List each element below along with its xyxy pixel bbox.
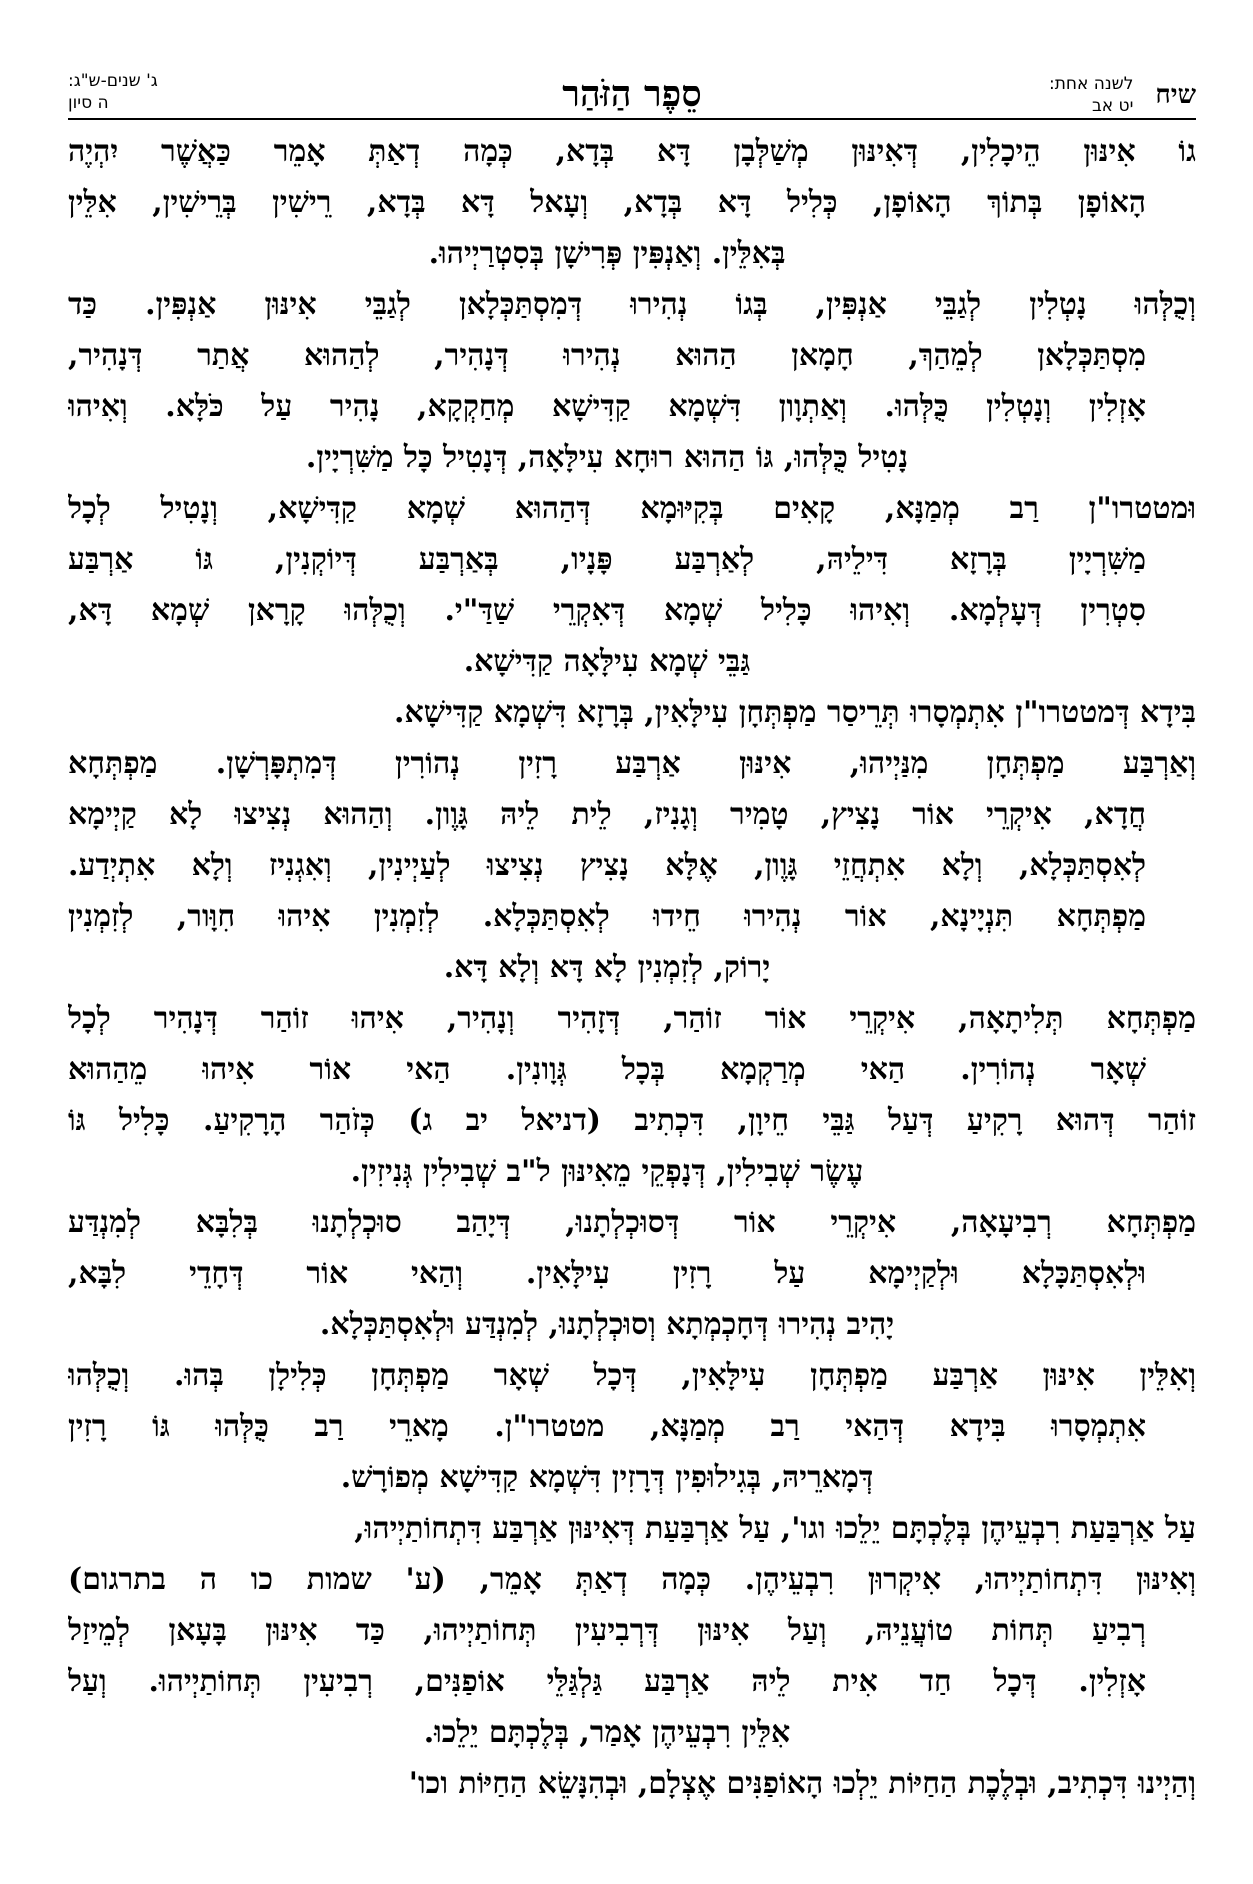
- text-line: מַפְתְּחָא תְּלִיתָאָה, אִיקְרֵי אוֹר זוֹהַר, דְּזָהִיר וְנָהִיר, אִיהוּ זוֹהַר דְּנָהִיר לְכָל: [68, 1001, 1196, 1036]
- text-line: אָזְלִין. דְּכָל חַד אִית לֵיהּ אַרְבַּע גַּלְגַּלֵּי אוֹפַנִּים, רְבִיעִין תְּחוֹתַיְיהוּ. וְעַל: [68, 1664, 1146, 1699]
- text-line: גוֹ אִינּוּן הֵיכָלִין, דְּאִינּוּן מְשַׁלְּבָן דָּא בְּדָא, כְּמָה דְאַתְּ אָמֵר כַּאֲשֶׁר יִהְיֶה: [68, 134, 1196, 169]
- reading-cycle: [68, 70, 158, 114]
- cycle-line-2: ה סיון: [68, 93, 109, 113]
- page-header: [68, 70, 1196, 120]
- paragraph: [68, 1350, 1196, 1503]
- text-line: דְּמָארֵיהּ, בְּגִילוּפִין דְּרָזִין דִּשְׁמָא קַדִּישָׁא מְפוֹרָשׁ.: [340, 1460, 874, 1495]
- text-line: מַשִּׁרְיָין בְּרָזָא דִּילֵיהּ, לְאַרְבַּע פָּנָיו, בְּאַרְבַּע דְּיוֹקְנִין, גּוֹ אַרְבַּע: [68, 542, 1146, 577]
- text-line: מַפְתְּחָא תִּנְיָינָא, אוֹר נְהִירוּ חֵידוּ לְאִסְתַּכְּלָא. לְזִמְנִין אִיהוּ חִוָּור, לְזִמְנִין: [68, 899, 1146, 934]
- text-line: וְאִינּוּן דִּתְחוֹתַיְיהוּ, אִיקְרוּן רִבְעֵיהֶן. כְּמָה דְאַתְּ אָמֵר, (ע' שמות כו ה בתרגום): [68, 1562, 1196, 1597]
- text-line: וְאִלֵּין אִינּוּן אַרְבַּע מַפְתְּחָן עִילָּאִין, דְּכָל שְׁאָר מַפְתְּחָן כְּלִילָן בְּהוּ. וְכֻלְּהוּ: [68, 1358, 1196, 1393]
- paragraph: [68, 279, 1196, 483]
- text-line: סִטְרִין דְּעָלְמָא. וְאִיהוּ כָּלִיל שְׁמָא דְּאִקְרֵי שַׁדַּ"י. וְכֻלְּהוּ קָרָאן שְׁמָא דָּא,: [68, 593, 1146, 628]
- text-line: רְבִיעַ תְּחוֹת טוֹעֲנֵיהּ, וְעַל אִינּוּן דְּרְבִיעִין תְּחוֹתַיְיהוּ, כַּד אִינּוּן בָּעָאן לְמֵיזַל: [68, 1613, 1146, 1648]
- cycle-line-1: ג' שנים-ש"ג:: [68, 71, 158, 91]
- text-line: גַּבֵּי שְׁמָא עִילָּאָה קַדִּישָׁא.: [463, 644, 751, 679]
- page-number: שיח: [1155, 80, 1196, 110]
- text-line: עֶשֶׂר שְׁבִילִין, דְּנָפְקֵי מֵאִינּוּן ל"ב שְׁבִילִין גְּנִיזִין.: [350, 1154, 864, 1189]
- paragraph: [68, 483, 1196, 687]
- text-line: שְׁאָר נְהוֹרִין. הַאי מְרַקְמָא בְּכָל גְּוָונִין. הַאי אוֹר אִיהוּ מֵהַהוּא: [68, 1052, 1146, 1087]
- text-line: אָזְלִין וְנָטְלִין כֻּלְּהוּ. וְאַתְוָון דִּשְׁמָא קַדִּישָׁא מְחַקְקָא, נָהִיר עַל כֹּלָּא. וְאִיהוּ: [68, 389, 1146, 424]
- text-line: אִתְמְסָרוּ בִּידָא דְּהַאי רַב מְמַנָּא, מטטרו"ן. מָארֵי רַב כֻּלְּהוּ גּוֹ רָזִין: [68, 1409, 1146, 1444]
- text-line: וּמטטרו"ן רַב מְמַנָּא, קָאִים בְּקִיּוּמָא דְּהַהוּא שְׁמָא קַדִּישָׁא, וְנָטִיל לְכָל: [68, 491, 1196, 526]
- text-line: לְאִסְתַּכְּלָא, וְלָא אִתְחֲזֵי גָּוֶון, אֶלָּא נָצִיץ נְצִיצוּ לְעַיְינִין, וְאִגְנִיז וְלָא אִתְיְדַע.: [68, 848, 1146, 883]
- text-line: מַפְתְּחָא רְבִיעָאָה, אִיקְרֵי אוֹר דְּסוּכְלְתָנוּ, דְּיָהַב סוּכְלְתָנוּ בְּלִבָּא לְמִנְדַּע: [68, 1205, 1196, 1240]
- paragraph: [68, 1095, 1196, 1197]
- paragraph: [68, 1758, 1196, 1809]
- text-line: בִּידָא דְּמטטרו"ן אִתְמְסָרוּ תְּרֵיסַר מַפְתְּחָן עִילָּאִין, בְּרָזָא דִּשְׁמָא קַדִּישָׁא.: [394, 695, 1196, 730]
- text-line: וּלְאִסְתַּכָּלָא וּלְקַיְימָא עַל רָזִין עִילָּאִין. וְהַאי אוֹר דְּחָדֵי לִבָּא,: [68, 1256, 1146, 1291]
- text-line: זוֹהַר דְּהוּא רָקִיעַ דְּעַל גַּבֵּי חֵיוָן, דִּכְתִיב (דניאל יב ג) כְּזֹהַר הָרָקִיעַ. כָּלִיל גּוֹ: [68, 1103, 1196, 1138]
- text-line: וְכֻלְּהוּ נָטְלִין לְגַבֵּי אַנְפִּין, בְּגוֹ נְהִירוּ דְּמִסְתַּכְּלָאן לְגַבֵּי אִינּוּן אַנְפִּין. כַּד: [68, 287, 1196, 322]
- text-line: יָרוֹק, לְזִמְנִין לָא דָּא וְלָא דָּא.: [443, 950, 771, 985]
- text-line: הָאוֹפָן בְּתוֹךְ הָאוֹפָן, כְּלִיל דָּא בְּדָא, וְעָאל דָּא בְּדָא, רֵישִׁין בְּרֵישִׁין, אִלֵּין: [68, 185, 1146, 220]
- page-body: [68, 126, 1196, 1866]
- text-line: עַל אַרְבַּעַת רִבְעֵיהֶן בְּלֶכְתָּם יֵלֵכוּ וגו', עַל אַרְבַּעַת דְּאִינּוּן אַרְבַּע דִּתְחוֹתַיְיהוּ,: [354, 1511, 1196, 1546]
- schedule-line-2: יט אב: [1091, 96, 1134, 116]
- text-line: חֲדָא, אִיקְרֵי אוֹר נָצִיץ, טָמִיר וְגָנִיז, לֵית לֵיהּ גָּוֶון. וְהַהוּא נְצִיצוּ לָא קַיְימָא: [68, 797, 1146, 832]
- paragraph: [68, 1554, 1196, 1758]
- text-line: אִלֵּין רִבְעֵיהֶן אָמַר, בְּלֶכְתָּם יֵלֵכוּ.: [423, 1715, 791, 1750]
- paragraph: [68, 126, 1196, 279]
- paragraph: [68, 1197, 1196, 1350]
- text-line: בְּאִלֵּין. וְאַנְפִּין פְּרִישָׁן בְּסִטְרַיְיהוּ.: [428, 236, 786, 271]
- schedule-line-1: לשנה אחת:: [1048, 74, 1134, 94]
- book-title: סֵפֶר הַזֹּהַר: [562, 73, 702, 115]
- paragraph: [68, 738, 1196, 993]
- text-line: נָטִיל כֻּלְּהוּ, גּוֹ הַהוּא רוּחָא עִילָּאָה, דְּנָטִיל כָּל מַשִּׁרְיָין.: [305, 440, 909, 475]
- text-line: וְהַיְינוּ דִּכְתִיב, וּבְלֶכֶת הַחַיּוֹת יֵלְכוּ הָאוֹפַנִּים אֶצְלָם, וּבְהִנָּשֵׂא הַחַיּוֹת וכו': [408, 1766, 1196, 1801]
- header-divider: [68, 118, 1196, 120]
- text-line: וְאַרְבַּע מַפְתְּחָן מִנַּיְיהוּ, אִינּוּן אַרְבַּע רָזִין נְהוֹרִין דְּמִתְפָּרְשָׁן. מַפְתְּחָא: [68, 746, 1196, 781]
- paragraph: [68, 1503, 1196, 1554]
- paragraph: [68, 687, 1196, 738]
- text-line: מִסְתַּכְּלָאן לְמֵהַךְ, חָמָאן הַהוּא נְהִירוּ דְּנָהִיר, לְהַהוּא אֲתַר דְּנָהִיר,: [68, 338, 1146, 373]
- paragraph: [68, 993, 1196, 1095]
- text-line: יָהִיב נְהִירוּ דְּחָכְמְתָא וְסוּכְלְתָנוּ, לְמִנְדַּע וּלְאִסְתַּכְּלָא.: [319, 1307, 895, 1342]
